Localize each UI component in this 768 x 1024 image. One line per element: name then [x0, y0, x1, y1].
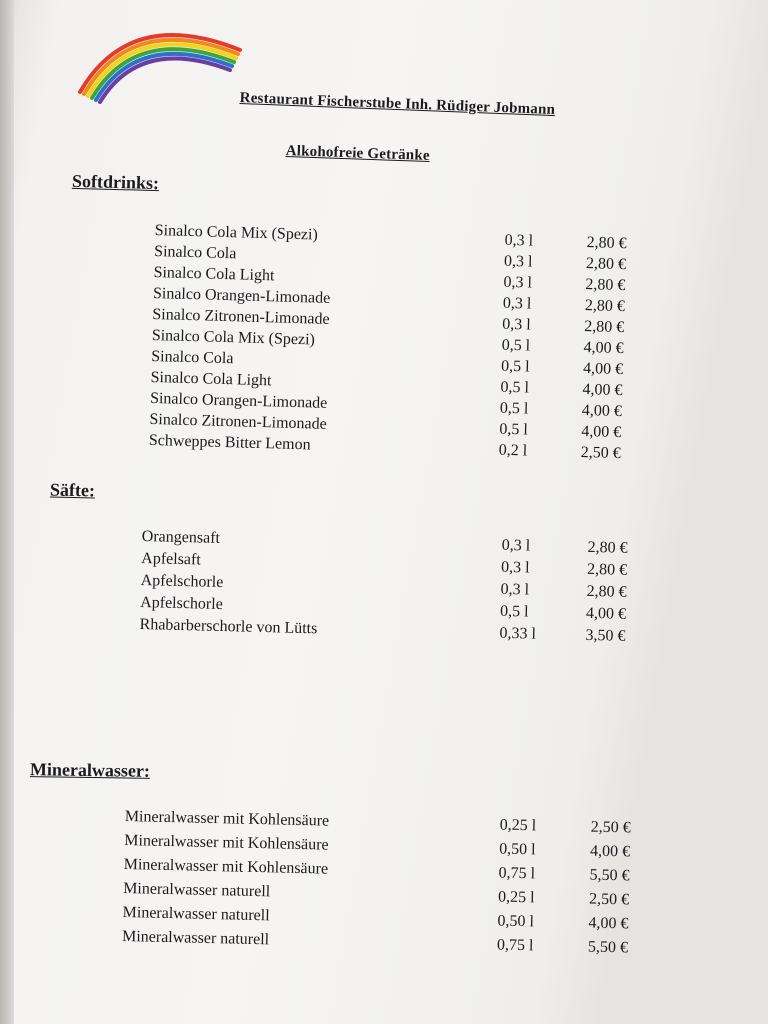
item-price: 4,00 €: [582, 381, 623, 400]
item-price: 2,80 €: [586, 234, 627, 253]
menu-item: [141, 549, 628, 579]
juices-list: [139, 528, 628, 645]
item-name: Sinalco Cola: [153, 242, 237, 263]
binder-edge: [0, 0, 14, 1024]
rainbow-logo: [70, 14, 250, 104]
item-volume: 0,75 l: [496, 936, 534, 955]
menu-item: [150, 368, 623, 400]
item-name: Apfelsaft: [141, 549, 201, 569]
softdrinks-heading: Softdrinks:: [71, 170, 160, 194]
item-name: Sinalco Cola Light: [150, 368, 272, 390]
item-price: 2,50 €: [588, 890, 630, 909]
item-price: 2,80 €: [586, 560, 628, 579]
item-name: Sinalco Orangen-Limonade: [152, 284, 331, 307]
item-volume: 0,5 l: [500, 378, 530, 397]
item-price: 2,50 €: [580, 443, 621, 463]
menu-item: [139, 593, 627, 623]
menu-item: [152, 305, 625, 337]
item-name: Orangensaft: [141, 528, 221, 547]
item-price: 5,50 €: [589, 866, 630, 885]
menu-item: [149, 389, 623, 421]
item-price: 2,80 €: [586, 582, 627, 601]
item-volume: 0,5 l: [499, 420, 529, 439]
menu-item: [149, 410, 622, 442]
water-heading: Mineralwasser:: [29, 759, 151, 781]
item-price: 4,00 €: [581, 422, 622, 442]
item-volume: 0,33 l: [499, 624, 537, 643]
menu-item: [140, 571, 627, 601]
menu-category-title: Alkohofreie Getränke: [285, 143, 431, 165]
item-volume: 0,3 l: [500, 580, 530, 599]
menu-item: [121, 927, 629, 957]
softdrinks-list: [148, 222, 627, 463]
item-volume: 0,5 l: [499, 399, 529, 418]
item-volume: 0,5 l: [499, 602, 529, 621]
item-price: 5,50 €: [587, 938, 629, 957]
item-name: Sinalco Cola Mix (Spezi): [151, 326, 316, 349]
menu-item: [124, 831, 631, 861]
item-volume: 0,3 l: [502, 315, 531, 334]
item-name: Apfelschorle: [140, 571, 224, 592]
item-price: 4,00 €: [583, 339, 624, 358]
item-price: 2,50 €: [590, 818, 631, 837]
item-price: 2,80 €: [584, 297, 626, 316]
item-name: Mineralwasser naturell: [122, 903, 270, 925]
item-name: Rhabarberschorle von Lütts: [139, 615, 318, 638]
water-list: [121, 808, 631, 957]
item-volume: 0,3 l: [500, 558, 530, 577]
item-price: 4,00 €: [585, 604, 627, 623]
menu-item: [124, 808, 631, 837]
menu-item: [123, 855, 630, 885]
juices-heading: Säfte:: [49, 479, 96, 501]
menu-item: [141, 528, 628, 557]
item-name: Sinalco Cola: [151, 347, 234, 368]
item-name: Schweppes Bitter Lemon: [148, 431, 311, 454]
item-volume: 0,25 l: [499, 816, 537, 835]
item-price: 4,00 €: [582, 360, 624, 379]
item-price: 4,00 €: [588, 914, 629, 933]
item-name: Sinalco Cola Light: [153, 263, 275, 285]
item-price: 4,00 €: [589, 842, 631, 861]
item-volume: 0,50 l: [498, 840, 536, 859]
item-name: Mineralwasser mit Kohlensäure: [124, 808, 330, 830]
item-name: Sinalco Zitronen-Limonade: [149, 410, 327, 433]
item-name: Sinalco Orangen-Limonade: [149, 389, 328, 412]
item-name: Mineralwasser naturell: [121, 927, 270, 949]
item-name: Sinalco Cola Mix (Spezi): [154, 222, 319, 244]
item-volume: 0,75 l: [498, 864, 536, 883]
item-price: 3,50 €: [585, 626, 626, 645]
restaurant-title: Restaurant Fischerstube Inh. Rüdiger Jobmann: [239, 90, 556, 119]
menu-item: [154, 222, 627, 253]
item-volume: 0,2 l: [498, 441, 528, 460]
item-name: Mineralwasser mit Kohlensäure: [124, 831, 329, 854]
item-price: 2,80 €: [584, 318, 625, 337]
menu-item: [151, 347, 624, 379]
item-volume: 0,3 l: [502, 294, 532, 313]
item-volume: 0,3 l: [503, 252, 533, 271]
item-volume: 0,3 l: [503, 273, 533, 292]
item-volume: 0,5 l: [500, 357, 530, 376]
menu-item: [122, 903, 629, 933]
item-volume: 0,3 l: [501, 536, 531, 555]
item-price: 2,80 €: [585, 255, 627, 274]
item-price: 4,00 €: [581, 401, 623, 421]
menu-item: [153, 263, 626, 295]
rainbow-band-green: [92, 49, 234, 98]
item-price: 2,80 €: [585, 276, 626, 295]
item-name: Sinalco Zitronen-Limonade: [152, 305, 330, 328]
menu-item: [139, 615, 626, 645]
item-name: Mineralwasser mit Kohlensäure: [123, 855, 329, 878]
item-volume: 0,3 l: [504, 231, 534, 250]
item-volume: 0,25 l: [497, 888, 535, 907]
item-name: Apfelschorle: [139, 593, 224, 613]
item-name: Mineralwasser naturell: [122, 879, 271, 901]
item-volume: 0,5 l: [501, 336, 531, 355]
item-volume: 0,50 l: [497, 912, 535, 931]
menu-item: [122, 879, 630, 909]
menu-item: [152, 284, 626, 316]
item-price: 2,80 €: [587, 538, 628, 557]
